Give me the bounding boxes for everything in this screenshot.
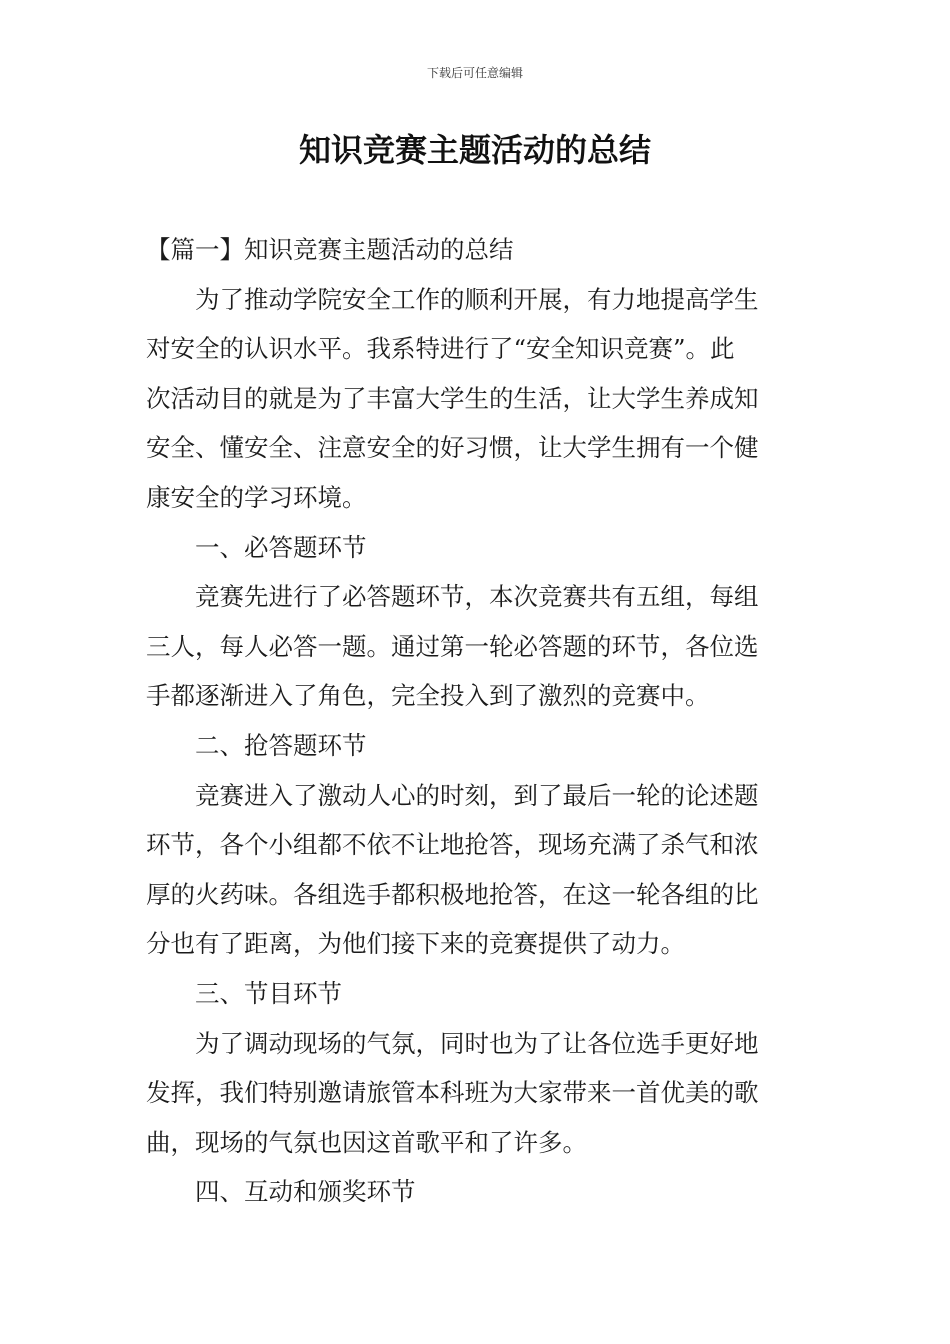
subheading-performance: 三、节目环节 [195, 978, 342, 1008]
body-line: 三人，每人必答一题。通过第一轮必答题的环节，各位选 [146, 631, 759, 661]
body-line: 环节，各个小组都不依不让地抢答，现场充满了杀气和浓 [146, 830, 759, 860]
subheading-interaction-awards: 四、互动和颁奖环节 [195, 1177, 416, 1207]
body-line: 对安全的认识水平。我系特进行了“安全知识竞赛”。此 [146, 334, 735, 364]
body-line: 分也有了距离，为他们接下来的竞赛提供了动力。 [146, 929, 685, 959]
body-line: 次活动目的就是为了丰富大学生的生活，让大学生养成知 [146, 383, 759, 413]
document-body [146, 225, 810, 1217]
body-line: 厚的火药味。各组选手都积极地抢答，在这一轮各组的比 [146, 879, 759, 909]
body-line: 康安全的学习环境。 [146, 482, 367, 512]
body-line: 手都逐渐进入了角色，完全投入到了激烈的竞赛中。 [146, 681, 710, 711]
body-line: 为了调动现场的气氛，同时也为了让各位选手更好地 [195, 1028, 759, 1058]
body-line: 安全、懂安全、注意安全的好习惯，让大学生拥有一个健 [146, 433, 759, 463]
header-note: 下载后可任意编辑 [426, 66, 523, 80]
body-line: 为了推动学院安全工作的顺利开展，有力地提高学生 [195, 284, 759, 314]
subheading-buzzer-questions: 二、抢答题环节 [195, 730, 367, 760]
body-line: 竞赛进入了激动人心的时刻，到了最后一轮的论述题 [195, 780, 759, 810]
body-line: 曲，现场的气氛也因这首歌平和了许多。 [146, 1127, 587, 1157]
subheading-required-questions: 一、必答题环节 [195, 532, 367, 562]
section-heading-part-one: 【篇一】知识竞赛主题活动的总结 [146, 235, 514, 264]
body-line: 竞赛先进行了必答题环节，本次竞赛共有五组，每组 [195, 582, 759, 612]
body-line: 发挥，我们特别邀请旅管本科班为大家带来一首优美的歌 [146, 1078, 759, 1108]
document-title: 知识竞赛主题活动的总结 [298, 131, 651, 169]
